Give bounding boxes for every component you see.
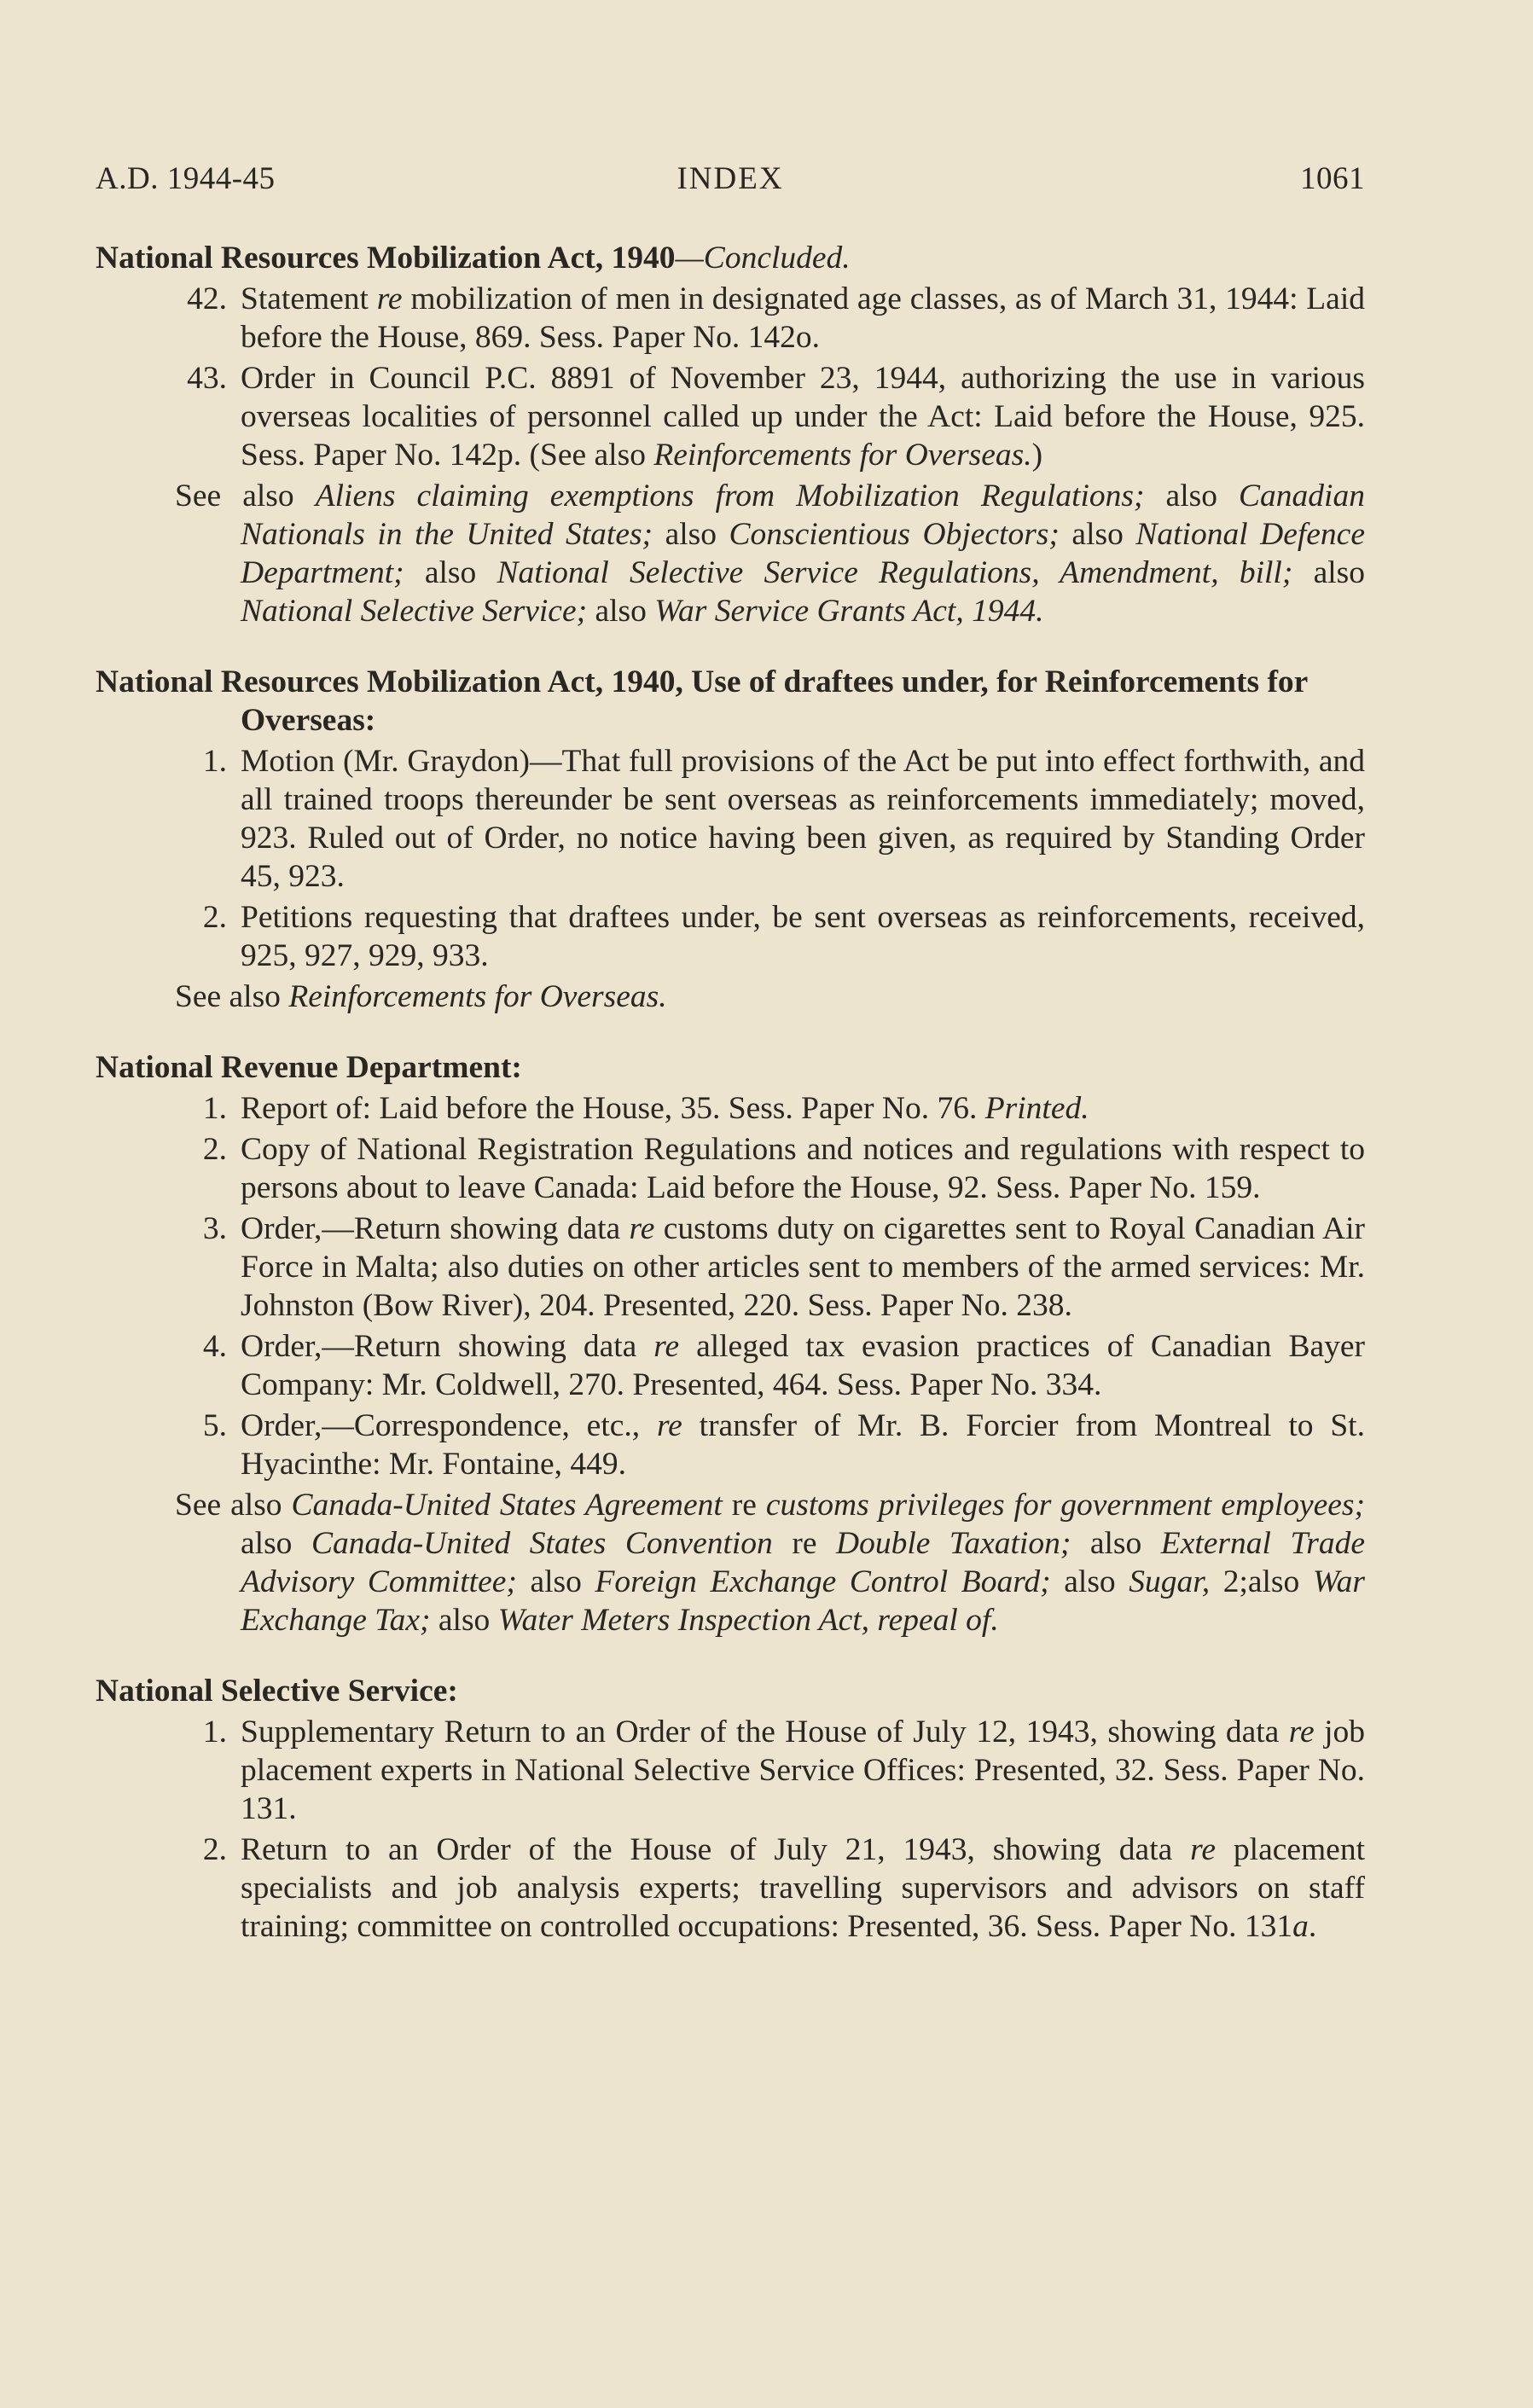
entry-number: 2. xyxy=(202,1132,227,1167)
section-heading xyxy=(96,1672,1365,1710)
index-entry xyxy=(202,1407,1365,1483)
index-sections xyxy=(96,239,1365,1946)
index-section xyxy=(96,1672,1365,1946)
italic-text: customs privileges for government employees; xyxy=(765,1488,1365,1523)
italic-text: Printed. xyxy=(984,1091,1089,1126)
text-run: Statement xyxy=(241,281,377,316)
text-run: Return to an Order of the House of July 21, 1943, showing data xyxy=(241,1832,1191,1867)
index-entry xyxy=(202,1713,1366,1828)
italic-text: Canadian Nationals in the United States; xyxy=(241,479,1365,552)
page-number: 1061 xyxy=(1300,161,1365,196)
section-heading xyxy=(96,239,1365,277)
entry-number: 42. xyxy=(187,281,227,316)
text-run: . xyxy=(1308,1909,1317,1944)
italic-text: re xyxy=(1190,1832,1217,1867)
italic-text: re xyxy=(1288,1715,1315,1749)
italic-text: Foreign Exchange Control Board; xyxy=(595,1564,1051,1599)
entry-number: 5. xyxy=(202,1408,227,1443)
text-run: Order,—Correspondence, etc., xyxy=(241,1408,657,1443)
see-also xyxy=(96,1486,1365,1639)
text-run: also xyxy=(653,517,729,552)
italic-text: re xyxy=(376,281,403,316)
text-run: Report of: Laid before the House, 35. Sess. Paper No. 76. xyxy=(241,1091,985,1126)
running-head xyxy=(96,154,1365,205)
index-section xyxy=(96,239,1365,630)
italic-text: re xyxy=(656,1408,682,1443)
index-entry xyxy=(202,898,1365,975)
text-run: 2;also xyxy=(1210,1564,1313,1599)
text-run: also xyxy=(587,594,655,629)
italic-text: Canada-United States Agreement xyxy=(291,1488,723,1523)
index-entry xyxy=(202,1130,1365,1207)
index-entry xyxy=(202,742,1365,896)
entry-number: 3. xyxy=(202,1211,227,1246)
text-run: alleged tax evasion practices of Canadian Bayer Company: Mr. Coldwell, 270. Presented, 464. Sess. Paper No. 334. xyxy=(241,1329,1365,1402)
text-run: Order in Council P.C. 8891 of November 23, 1944, authorizing the use in various overseas localities of personnel called up under the Act: Laid before the House, 925. Sess. Paper No. 142p. (See also xyxy=(241,361,1365,473)
section-heading-text: National Selective Service: xyxy=(96,1674,458,1709)
italic-text: National Selective Service Regulations, Amendment, bill; xyxy=(496,555,1293,590)
index-entry xyxy=(202,1831,1365,1946)
index-entry xyxy=(202,1210,1365,1325)
text-run: also xyxy=(1050,1564,1129,1599)
italic-text: Reinforcements for Overseas. xyxy=(288,979,667,1014)
italic-text: re xyxy=(653,1329,680,1364)
entry-number: 1. xyxy=(202,1091,227,1126)
text-run: Supplementary Return to an Order of the House of July 12, 1943, showing data xyxy=(241,1715,1289,1749)
italic-text: National Defence Department; xyxy=(241,517,1365,590)
text-run: job placement experts in National Selective Service Offices: Presented, 32. Sess. Paper No. 131. xyxy=(241,1715,1366,1826)
text-run: transfer of Mr. B. Forcier from Montreal to St. Hyacinthe: Mr. Fontaine, 449. xyxy=(241,1408,1365,1482)
italic-text: Aliens claiming exemptions from Mobilization Regulations; xyxy=(315,479,1145,514)
italic-text: External Trade Advisory Committee; xyxy=(241,1526,1365,1599)
text-run: Copy of National Registration Regulations and notices and regulations with respect to persons about to leave Canada: Laid before the House, 92. Sess. Paper No. 159. xyxy=(241,1132,1365,1205)
index-entry xyxy=(187,359,1365,474)
text-run: also xyxy=(1071,1526,1161,1561)
text-run: mobilization of men in designated age classes, as of March 31, 1944: Laid before the House, 869. Sess. Paper No. 142o. xyxy=(241,281,1366,355)
section-heading-text: National Revenue Department: xyxy=(96,1050,522,1085)
italic-text: Conscientious Objectors; xyxy=(729,517,1060,552)
section-heading-continuation: —Concluded. xyxy=(675,241,851,276)
text-run: Order,—Return showing data xyxy=(241,1211,630,1246)
index-section xyxy=(96,663,1365,1016)
text-run: re xyxy=(722,1488,766,1523)
text-run: See also xyxy=(175,979,289,1014)
italic-text: Double Taxation; xyxy=(836,1526,1071,1561)
entry-number: 2. xyxy=(202,1832,227,1867)
text-run: also xyxy=(241,1526,311,1561)
italic-text: War Exchange Tax; xyxy=(241,1564,1365,1638)
see-also xyxy=(96,978,1365,1016)
entry-number: 2. xyxy=(202,900,227,935)
text-run: also xyxy=(1292,555,1365,590)
text-run: also xyxy=(430,1603,498,1638)
entry-number: 43. xyxy=(187,361,227,396)
text-run: See also xyxy=(175,479,316,514)
entry-number: 1. xyxy=(202,1715,227,1749)
italic-text: War Service Grants Act, 1944. xyxy=(654,594,1044,629)
running-head-year: A.D. 1944-45 xyxy=(96,161,276,196)
text-run: Order,—Return showing data xyxy=(241,1329,654,1364)
index-entry xyxy=(202,1327,1365,1404)
running-head-title: INDEX xyxy=(676,161,784,196)
index-entry xyxy=(187,280,1366,357)
italic-text: Canada-United States Convention xyxy=(311,1526,773,1561)
index-page xyxy=(96,154,1365,1946)
text-run: placement specialists and job analysis experts; travelling supervisors and advisors on staff training; committee on controlled occupations: Presented, 36. Sess. Paper No. 131 xyxy=(241,1832,1365,1944)
section-heading-text: National Resources Mobilization Act, 1940, Use of draftees under, for Reinforcements for Overseas: xyxy=(96,664,1308,738)
section-heading xyxy=(96,1048,1365,1087)
text-run: also xyxy=(1144,479,1240,514)
text-run: Petitions requesting that draftees under, be sent overseas as reinforcements, received, 925, 927, 929, 933. xyxy=(241,900,1365,973)
italic-text: National Selective Service; xyxy=(241,594,588,629)
text-run: also xyxy=(1059,517,1136,552)
text-run: re xyxy=(772,1526,836,1561)
entry-number: 1. xyxy=(202,744,227,779)
section-heading-text: National Resources Mobilization Act, 1940 xyxy=(96,241,676,276)
index-entry xyxy=(202,1089,1365,1128)
entry-number: 4. xyxy=(202,1329,227,1364)
italic-text: a xyxy=(1292,1909,1309,1944)
italic-text: Water Meters Inspection Act, repeal of. xyxy=(497,1603,999,1638)
text-run: customs duty on cigarettes sent to Royal Canadian Air Force in Malta; also duties on other articles sent to members of the armed services: Mr. Johnston (Bow River), 204. Presented, 220. Sess. Paper No. 238. xyxy=(241,1211,1365,1323)
index-section xyxy=(96,1048,1365,1639)
italic-text: re xyxy=(629,1211,655,1246)
text-run: ) xyxy=(1031,438,1043,473)
text-run: See also xyxy=(175,1488,292,1523)
see-also xyxy=(96,477,1365,630)
section-heading xyxy=(96,663,1365,740)
italic-text: Reinforcements for Overseas. xyxy=(653,438,1032,473)
italic-text: Sugar, xyxy=(1129,1564,1211,1599)
text-run: also xyxy=(404,555,497,590)
text-run: also xyxy=(516,1564,595,1599)
text-run: Motion (Mr. Graydon)—That full provisions of the Act be put into effect forthwith, and all trained troops thereunder be sent overseas as reinforcements immediately; moved, 923. Ruled out of Order, no notice having been given, as required by Standing Order 45, 923. xyxy=(241,744,1365,894)
